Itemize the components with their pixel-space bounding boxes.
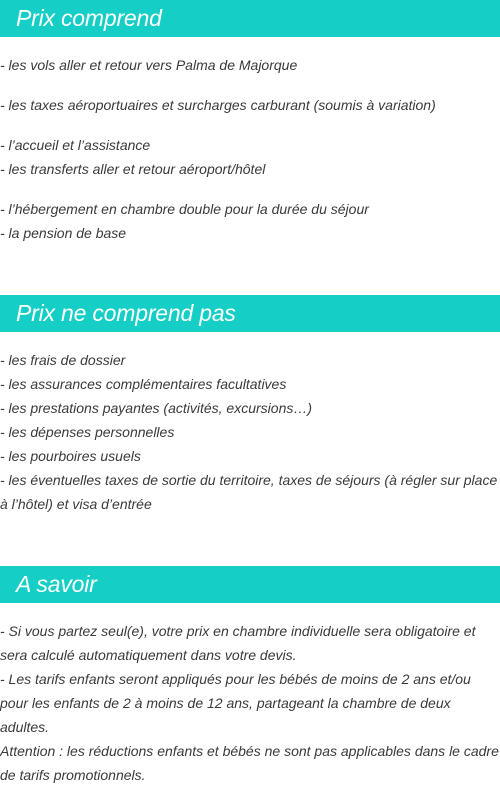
list-item: - l’accueil et l’assistance [0,137,151,153]
included-section [0,0,500,245]
not-included-section [0,295,500,516]
good-to-know-section [0,566,500,787]
list-item: - les éventuelles taxes de sortie du territoire, taxes de séjours (à régler sur place à l’hôtel) et visa d’entrée [0,472,498,512]
list-item: - les assurances complémentaires facultatives [0,376,287,392]
section-header-included: Prix comprend [0,0,500,37]
list-item: Attention : les réductions enfants et bébés ne sont pas applicables dans le cadre de tarifs promotionnels. [0,743,499,783]
list-item: - les vols aller et retour vers Palma de Majorque [0,57,298,73]
section-header-not-included: Prix ne comprend pas [0,295,500,332]
list-item: - les frais de dossier [0,352,126,368]
list-item: - les prestations payantes (activités, excursions…) [0,400,313,416]
list-item: - la pension de base [0,225,127,241]
not-included-list [0,348,500,516]
list-item: - les transferts aller et retour aéroport/hôtel [0,161,266,177]
list-item: - l’hébergement en chambre double pour la durée du séjour [0,201,369,217]
section-header-good-to-know: A savoir [0,566,500,603]
list-item: - Si vous partez seul(e), votre prix en chambre individuelle sera obligatoire et sera calculé automatiquement dans votre devis. [0,623,476,663]
list-item: - les pourboires usuels [0,448,141,464]
list-item: - les taxes aéroportuaires et surcharges carburant (soumis à variation) [0,97,436,113]
list-item: - Les tarifs enfants seront appliqués pour les bébés de moins de 2 ans et/ou pour les enfants de 2 à moins de 12 ans, partageant la chambre de deux adultes. [0,671,471,735]
list-item: - les dépenses personnelles [0,424,175,440]
good-to-know-list [0,619,500,787]
included-list [0,53,500,245]
